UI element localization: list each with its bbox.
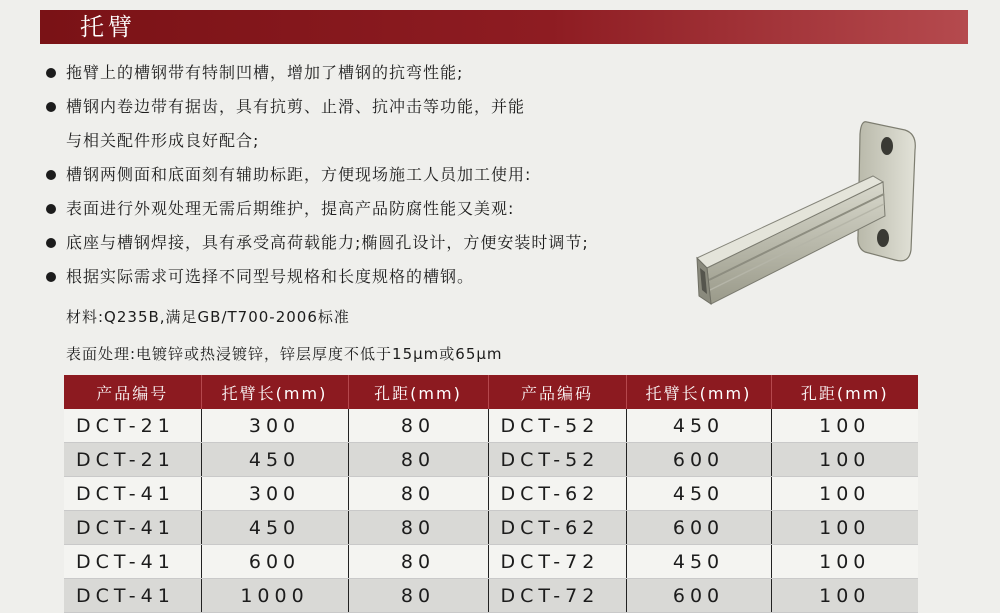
- table-cell: 100: [771, 409, 918, 443]
- table-cell: 450: [201, 511, 348, 545]
- table-cell: 80: [348, 409, 488, 443]
- table-cell: 100: [771, 511, 918, 545]
- table-row: [64, 477, 918, 511]
- spec-table: [64, 375, 918, 613]
- feature-text: 槽钢内卷边带有据齿，具有抗剪、止滑、抗冲击等功能，并能: [66, 97, 526, 116]
- feature-item: [46, 192, 696, 226]
- table-cell: DCT-41: [64, 511, 201, 545]
- feature-item: [46, 226, 696, 260]
- column-header: 托臂长(mm): [201, 375, 348, 409]
- table-cell: 450: [626, 477, 771, 511]
- material-spec: 材料:Q235B,满足GB/T700-2006标准: [66, 308, 350, 326]
- table-cell: 600: [201, 545, 348, 579]
- table-cell: DCT-21: [64, 409, 201, 443]
- table-cell: 450: [626, 545, 771, 579]
- column-header: 产品编号: [64, 375, 201, 409]
- bullet-dot-icon: [46, 204, 56, 214]
- table-cell: 600: [626, 443, 771, 477]
- table-row: [64, 511, 918, 545]
- table-cell: 300: [201, 477, 348, 511]
- section-title: 托臂: [80, 13, 136, 41]
- table-cell: 1000: [201, 579, 348, 613]
- table-cell: DCT-62: [488, 477, 626, 511]
- bullet-dot-icon: [46, 272, 56, 282]
- table-cell: 450: [201, 443, 348, 477]
- bullet-dot-icon: [46, 238, 56, 248]
- table-row: [64, 545, 918, 579]
- table-cell: DCT-72: [488, 579, 626, 613]
- table-cell: 100: [771, 443, 918, 477]
- bullet-dot-icon: [46, 170, 56, 180]
- table-row: [64, 443, 918, 477]
- table-cell: 100: [771, 477, 918, 511]
- table-cell: DCT-72: [488, 545, 626, 579]
- table-cell: 600: [626, 511, 771, 545]
- table-cell: 80: [348, 443, 488, 477]
- table-cell: 100: [771, 579, 918, 613]
- table-cell: 80: [348, 511, 488, 545]
- feature-text: 底座与槽钢焊接，具有承受高荷载能力;椭圆孔设计，方便安装时调节;: [66, 233, 589, 252]
- table-cell: DCT-52: [488, 409, 626, 443]
- feature-item: [46, 158, 696, 192]
- table-cell: 450: [626, 409, 771, 443]
- table-cell: 300: [201, 409, 348, 443]
- table-header-row: [64, 375, 918, 409]
- feature-item: [46, 260, 696, 294]
- feature-list: [46, 56, 696, 294]
- bullet-dot-icon: [46, 68, 56, 78]
- bullet-dot-icon: [46, 102, 56, 112]
- feature-item: [46, 90, 696, 124]
- feature-text: 表面进行外观处理无需后期维护，提高产品防腐性能又美观:: [66, 199, 515, 218]
- table-cell: DCT-41: [64, 545, 201, 579]
- table-cell: 80: [348, 545, 488, 579]
- feature-text: 根据实际需求可选择不同型号规格和长度规格的槽钢。: [66, 267, 475, 286]
- column-header: 孔距(mm): [348, 375, 488, 409]
- table-cell: DCT-62: [488, 511, 626, 545]
- column-header: 托臂长(mm): [626, 375, 771, 409]
- table-cell: DCT-21: [64, 443, 201, 477]
- column-header: 孔距(mm): [771, 375, 918, 409]
- table-cell: 80: [348, 579, 488, 613]
- table-cell: 100: [771, 545, 918, 579]
- column-header: 产品编码: [488, 375, 626, 409]
- feature-text: 拖臂上的槽钢带有特制凹槽，增加了槽钢的抗弯性能;: [66, 63, 464, 82]
- cantilever-bracket-image: [695, 118, 920, 318]
- section-header-bar: [40, 10, 968, 44]
- table-cell: 80: [348, 477, 488, 511]
- table-row: [64, 409, 918, 443]
- surface-treatment: 表面处理:电镀锌或热浸镀锌，锌层厚度不低于15μm或65μm: [66, 345, 503, 363]
- table-row: [64, 579, 918, 613]
- table-cell: DCT-41: [64, 579, 201, 613]
- feature-item-continuation: [46, 124, 696, 158]
- table-cell: DCT-41: [64, 477, 201, 511]
- table-cell: 600: [626, 579, 771, 613]
- feature-item: [46, 56, 696, 90]
- feature-text: 与相关配件形成良好配合;: [66, 131, 260, 150]
- feature-text: 槽钢两侧面和底面刻有辅助标距，方便现场施工人员加工使用:: [66, 165, 532, 184]
- table-cell: DCT-52: [488, 443, 626, 477]
